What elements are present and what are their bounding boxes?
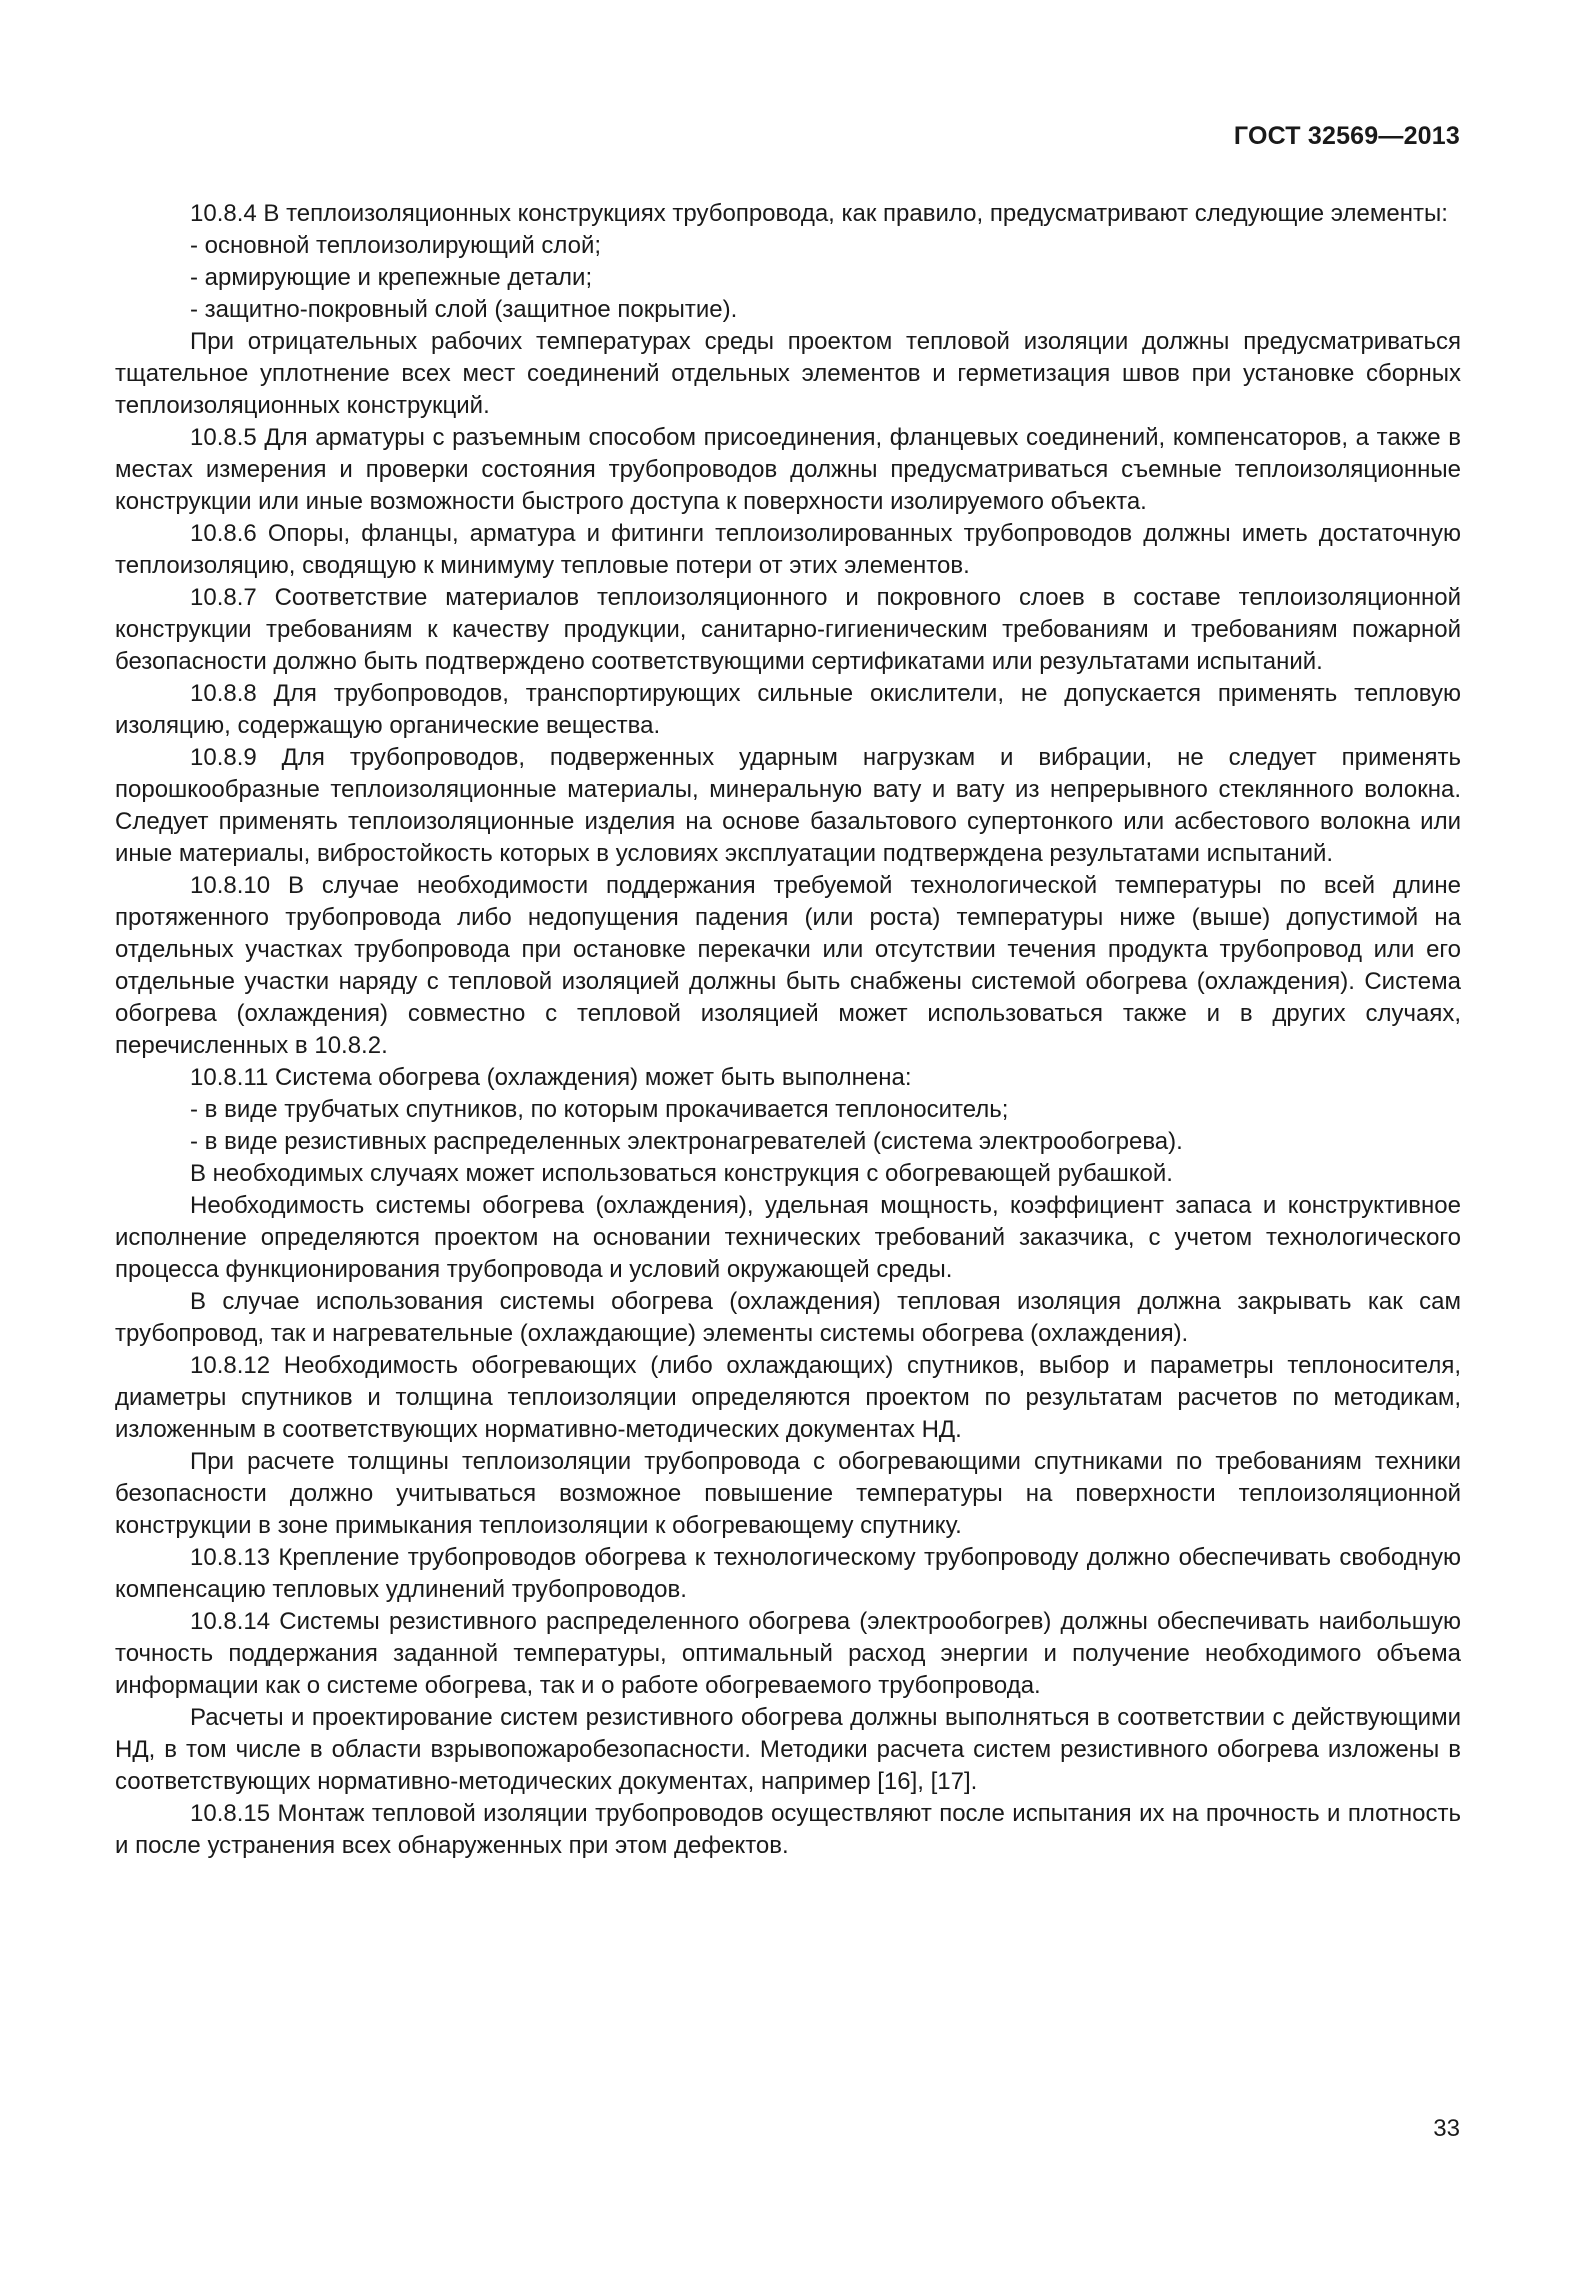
page-number: 33: [1433, 2115, 1460, 2142]
list-item: - армирующие и крепежные детали;: [190, 264, 593, 291]
paragraph: 10.8.12 Необходимость обогревающих (либо охлаждающих) спутников, выбор и параметры теплоносителя, диаметры спутников и толщина теплоизоляции определяются проектом по результатам расчетов по методикам, изложенным в соответствующих нормативно-методических документах НД.: [115, 1352, 1461, 1443]
paragraph: Расчеты и проектирование систем резистивного обогрева должны выполняться в соответствии с действующими НД, в том числе в области взрывопожаробезопасности. Методики расчета систем резистивного обогрева изложены в соответствующих нормативно-методических документах, например [16], [17].: [115, 1704, 1461, 1795]
document-code: ГОСТ 32569—2013: [1233, 122, 1460, 150]
paragraph: 10.8.14 Системы резистивного распределенного обогрева (электрообогрев) должны обеспечивать наибольшую точность поддержания заданной температуры, оптимальный расход энергии и получение необходимого объема информации как о системе обогрева, так и о работе обогреваемого трубопровода.: [115, 1608, 1461, 1699]
list-item: - защитно-покровный слой (защитное покрытие).: [190, 296, 738, 323]
paragraph: 10.8.6 Опоры, фланцы, арматура и фитинги теплоизолированных трубопроводов должны иметь достаточную теплоизоляцию, сводящую к минимуму тепловые потери от этих элементов.: [115, 520, 1461, 579]
paragraph: При расчете толщины теплоизоляции трубопровода с обогревающими спутниками по требованиям техники безопасности должно учитываться возможное повышение температуры на поверхности теплоизоляционной конструкции в зоне примыкания теплоизоляции к обогревающему спутнику.: [115, 1448, 1461, 1539]
paragraph: В необходимых случаях может использоваться конструкция с обогревающей рубашкой.: [190, 1160, 1173, 1187]
paragraph: При отрицательных рабочих температурах среды проектом тепловой изоляции должны предусматриваться тщательное уплотнение всех мест соединений отдельных элементов и герметизация швов при установке сборных теплоизоляционных конструкций.: [115, 328, 1461, 419]
paragraph: В случае использования системы обогрева (охлаждения) тепловая изоляция должна закрывать как сам трубопровод, так и нагревательные (охлаждающие) элементы системы обогрева (охлаждения).: [115, 1288, 1461, 1347]
paragraph: 10.8.13 Крепление трубопроводов обогрева к технологическому трубопроводу должно обеспечивать свободную компенсацию тепловых удлинений трубопроводов.: [115, 1544, 1461, 1603]
list-item: - основной теплоизолирующий слой;: [190, 232, 602, 259]
paragraph: 10.8.15 Монтаж тепловой изоляции трубопроводов осуществляют после испытания их на прочность и плотность и после устранения всех обнаруженных при этом дефектов.: [115, 1800, 1461, 1859]
paragraph: Необходимость системы обогрева (охлаждения), удельная мощность, коэффициент запаса и конструктивное исполнение определяются проектом на основании технических требований заказчика, с учетом технологического процесса функционирования трубопровода и условий окружающей среды.: [115, 1192, 1461, 1283]
page-body: [115, 198, 1461, 1862]
list-item: - в виде трубчатых спутников, по которым прокачивается теплоноситель;: [190, 1096, 1009, 1123]
paragraph: 10.8.8 Для трубопроводов, транспортирующих сильные окислители, не допускается применять тепловую изоляцию, содержащую органические вещества.: [115, 680, 1461, 739]
paragraph: 10.8.4 В теплоизоляционных конструкциях трубопровода, как правило, предусматривают следующие элементы:: [190, 200, 1448, 227]
paragraph: 10.8.5 Для арматуры с разъемным способом присоединения, фланцевых соединений, компенсаторов, а также в местах измерения и проверки состояния трубопроводов должны предусматриваться съемные теплоизоляционные конструкции или иные возможности быстрого доступа к поверхности изолируемого объекта.: [115, 424, 1461, 515]
paragraph: 10.8.10 В случае необходимости поддержания требуемой технологической температуры по всей длине протяженного трубопровода либо недопущения падения (или роста) температуры ниже (выше) допустимой на отдельных участках трубопровода при остановке перекачки или отсутствии течения продукта трубопровод или его отдельные участки наряду с тепловой изоляцией должны быть снабжены системой обогрева (охлаждения). Система обогрева (охлаждения) совместно с тепловой изоляцией может использоваться также и в других случаях, перечисленных в 10.8.2.: [115, 872, 1461, 1059]
paragraph: 10.8.7 Соответствие материалов теплоизоляционного и покровного слоев в составе теплоизоляционной конструкции требованиям к качеству продукции, санитарно-гигиеническим требованиям и требованиям пожарной безопасности должно быть подтверждено соответствующими сертификатами или результатами испытаний.: [115, 584, 1461, 675]
list-item: - в виде резистивных распределенных электронагревателей (система электрообогрева).: [190, 1128, 1183, 1155]
paragraph: 10.8.11 Система обогрева (охлаждения) может быть выполнена:: [190, 1064, 912, 1091]
paragraph: 10.8.9 Для трубопроводов, подверженных ударным нагрузкам и вибрации, не следует применять порошкообразные теплоизоляционные материалы, минеральную вату и вату из непрерывного стеклянного волокна. Следует применять теплоизоляционные изделия на основе базальтового супертонкого или асбестового волокна или иные материалы, вибростойкость которых в условиях эксплуатации подтверждена результатами испытаний.: [115, 744, 1461, 867]
